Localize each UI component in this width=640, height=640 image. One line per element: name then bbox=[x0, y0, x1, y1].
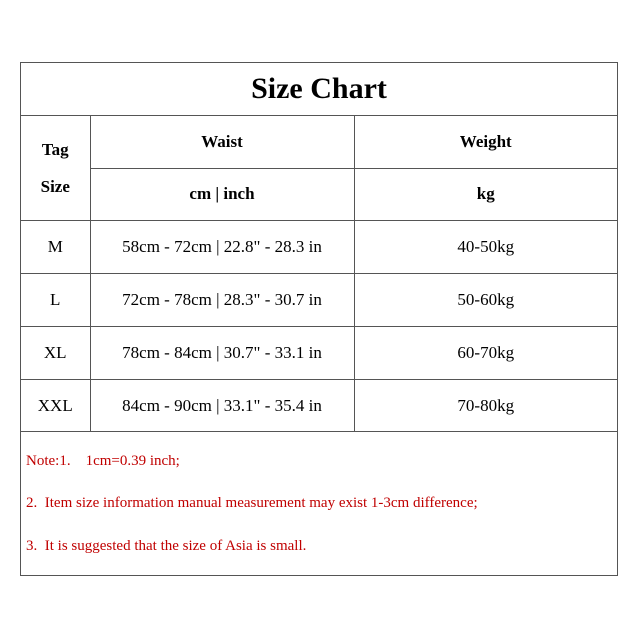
weight-cell: 70-80kg bbox=[354, 379, 617, 432]
table-row bbox=[21, 326, 617, 379]
tag-cell: XL bbox=[21, 326, 90, 379]
tag-cell: L bbox=[21, 273, 90, 326]
table-row bbox=[21, 220, 617, 273]
waist-unit: cm | inch bbox=[90, 168, 354, 220]
header-row bbox=[21, 116, 617, 168]
chart-title: Size Chart bbox=[21, 63, 617, 116]
weight-header: Weight bbox=[354, 116, 617, 168]
tag-cell: XXL bbox=[21, 379, 90, 432]
waist-cell: 58cm - 72cm | 22.8" - 28.3 in bbox=[90, 220, 354, 273]
weight-unit: kg bbox=[354, 168, 617, 220]
waist-header: Waist bbox=[90, 116, 354, 168]
waist-cell: 78cm - 84cm | 30.7" - 33.1 in bbox=[90, 326, 354, 379]
note-3: 3. It is suggested that the size of Asia is small. bbox=[26, 538, 307, 554]
tag-header-line1: Tag bbox=[41, 139, 69, 159]
unit-row bbox=[21, 168, 617, 220]
table-row bbox=[21, 273, 617, 326]
weight-cell: 40-50kg bbox=[354, 220, 617, 273]
weight-cell: 50-60kg bbox=[354, 273, 617, 326]
table-row bbox=[21, 379, 617, 432]
size-chart bbox=[20, 62, 618, 576]
waist-cell: 72cm - 78cm | 28.3" - 30.7 in bbox=[90, 273, 354, 326]
tag-header-line2: Size bbox=[40, 176, 70, 196]
note-1: Note:1. 1cm=0.39 inch; bbox=[26, 453, 180, 469]
tag-cell: M bbox=[21, 220, 90, 273]
tag-size-header bbox=[21, 116, 90, 220]
note-2: 2. Item size information manual measurement may exist 1-3cm difference; bbox=[26, 495, 478, 511]
weight-cell: 60-70kg bbox=[354, 326, 617, 379]
waist-cell: 84cm - 90cm | 33.1" - 35.4 in bbox=[90, 379, 354, 432]
notes-section bbox=[21, 431, 617, 575]
size-table bbox=[21, 116, 617, 432]
